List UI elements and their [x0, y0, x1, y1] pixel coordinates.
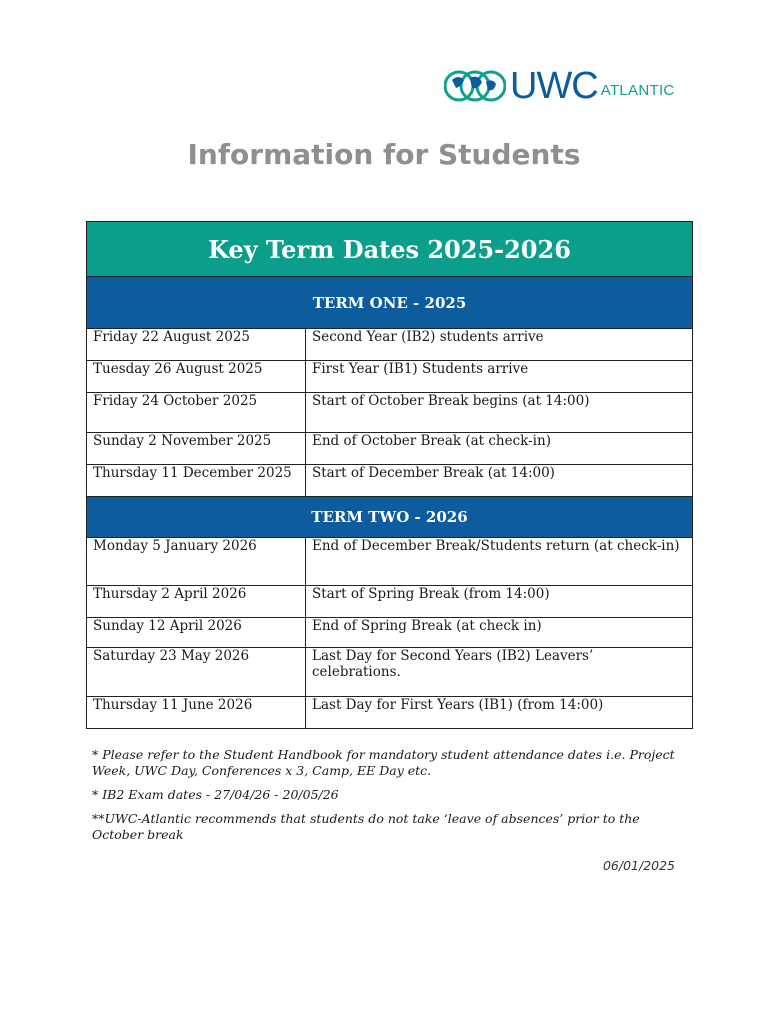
event-cell: Start of December Break (at 14:00) — [306, 465, 693, 497]
date-cell: Friday 22 August 2025 — [87, 329, 306, 361]
date-cell: Thursday 11 December 2025 — [87, 465, 306, 497]
logo-text-sub: ATLANTIC — [600, 81, 675, 99]
document-date: 06/01/2025 — [602, 858, 675, 873]
term-dates-table — [86, 221, 693, 729]
table-title: Key Term Dates 2025-2026 — [87, 222, 693, 277]
uwc-atlantic-logo — [444, 66, 675, 106]
date-cell: Friday 24 October 2025 — [87, 393, 306, 433]
page-title: Information for Students — [187, 138, 581, 171]
logo-text-main: UWC — [510, 65, 598, 107]
date-cell: Monday 5 January 2026 — [87, 538, 306, 586]
event-cell: Second Year (IB2) students arrive — [306, 329, 693, 361]
date-cell: Sunday 12 April 2026 — [87, 618, 306, 648]
date-cell: Tuesday 26 August 2025 — [87, 361, 306, 393]
event-cell: First Year (IB1) Students arrive — [306, 361, 693, 393]
event-cell: End of December Break/Students return (at check-in) — [306, 538, 693, 586]
event-cell: End of October Break (at check-in) — [306, 433, 693, 465]
event-cell: Last Day for First Years (IB1) (from 14:00) — [306, 697, 693, 729]
term-one-heading: TERM ONE - 2025 — [87, 277, 693, 329]
term-two-heading: TERM TWO - 2026 — [87, 497, 693, 538]
event-cell: Last Day for Second Years (IB2) Leavers’ celebrations. — [306, 648, 693, 697]
event-cell: Start of October Break begins (at 14:00) — [306, 393, 693, 433]
footnote: **UWC-Atlantic recommends that students do not take ‘leave of absences’ prior to the October break — [92, 811, 640, 842]
date-cell: Saturday 23 May 2026 — [87, 648, 306, 697]
globe-icon — [444, 68, 506, 104]
footnotes — [92, 747, 682, 851]
footnote: * Please refer to the Student Handbook for mandatory student attendance dates i.e. Project Week, UWC Day, Conferences x 3, Camp, EE Day etc. — [92, 747, 675, 778]
footnote: * IB2 Exam dates - 27/04/26 - 20/05/26 — [92, 787, 339, 802]
event-cell: Start of Spring Break (from 14:00) — [306, 586, 693, 618]
date-cell: Thursday 11 June 2026 — [87, 697, 306, 729]
date-cell: Thursday 2 April 2026 — [87, 586, 306, 618]
event-cell: End of Spring Break (at check in) — [306, 618, 693, 648]
date-cell: Sunday 2 November 2025 — [87, 433, 306, 465]
